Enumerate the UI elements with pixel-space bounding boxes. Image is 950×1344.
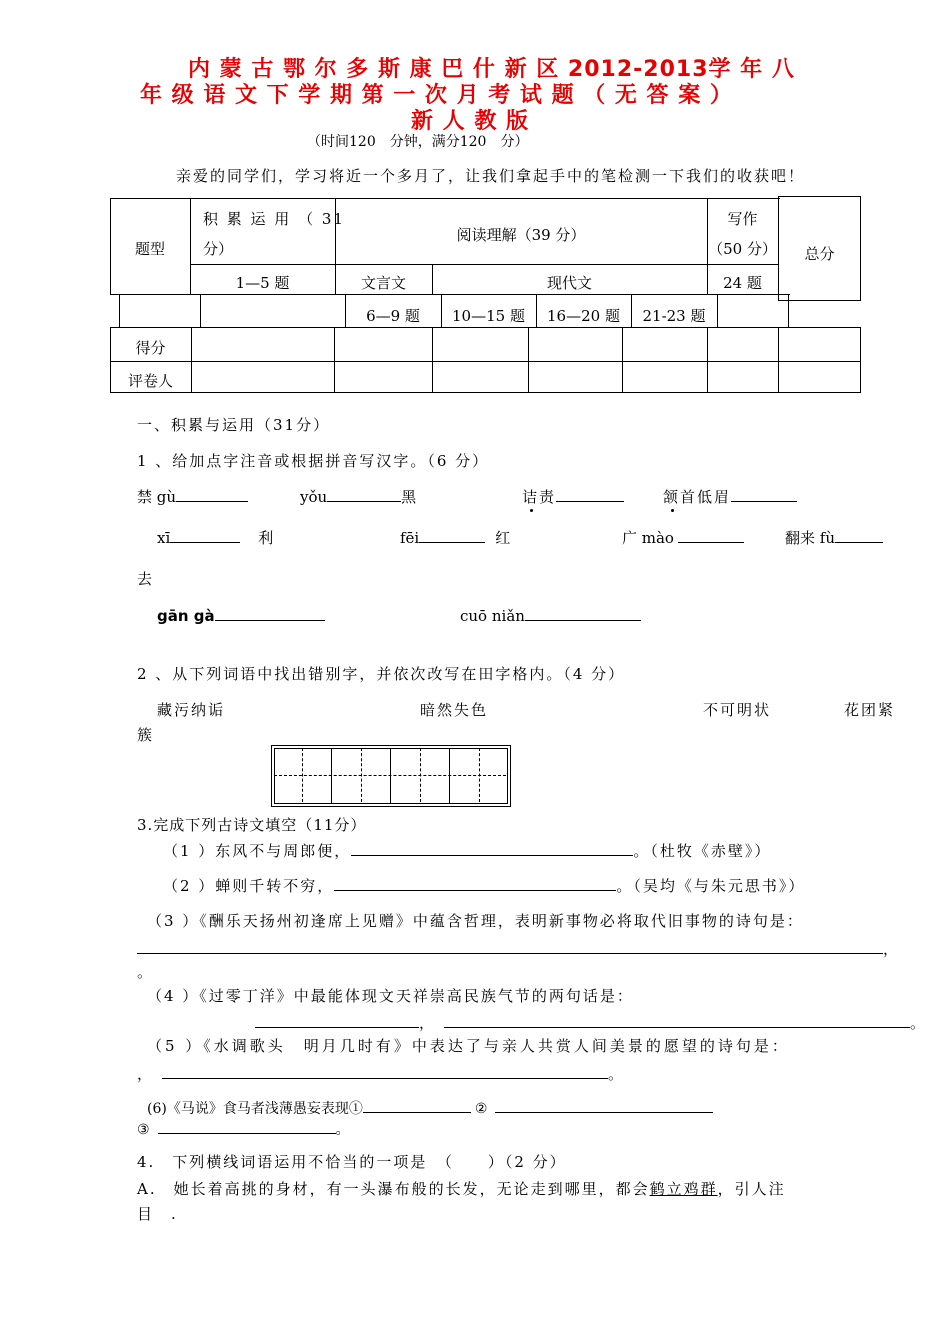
answer-blank[interactable] (137, 937, 883, 954)
title-line-2: 年 级 语 文 下 学 期 第 一 次 月 考 试 题 （ 无 答 案 ） (140, 83, 733, 108)
q1-item-5: xī 利 (157, 526, 273, 548)
q1-item-9: gān gà (157, 604, 325, 625)
q4-option-a-cont: 目 . (137, 1205, 178, 1223)
q1-item-7: 广 mào (622, 526, 744, 548)
greeting: 亲爱的同学们，学习将近一个多月了，让我们拿起手中的笔检测一下我们的收获吧！ (176, 167, 806, 185)
q3-text: 3.完成下列古诗文填空（11分） (137, 816, 367, 834)
answer-blank[interactable] (525, 604, 641, 621)
table-reading: 阅读理解（39 分） (456, 226, 586, 244)
answer-blank[interactable] (158, 1117, 336, 1134)
q3-item-2: （2 ）蝉则千转不穷， 。（吴均《与朱元思书》） (163, 874, 805, 896)
answer-blank[interactable] (170, 526, 240, 543)
q1-item-4: 颔首低眉 (663, 485, 797, 507)
q2-word-2: 暗然失色 (420, 701, 489, 719)
table-accum-2: 分） (203, 240, 234, 258)
q1-item-8-cont: 去 (137, 570, 153, 588)
answer-blank[interactable] (162, 1062, 608, 1079)
q3-item-5-answer: ， 。 (137, 1062, 623, 1084)
table-accum: 积 累 运 用 （ 31 (203, 210, 345, 228)
answer-blank[interactable] (678, 526, 744, 543)
answer-blank[interactable] (334, 874, 616, 891)
answer-blank[interactable] (327, 485, 401, 502)
answer-blank[interactable] (556, 485, 624, 502)
score-table (0, 0, 950, 400)
q1-item-6: fēi 红 (400, 526, 510, 548)
q1-item-1: 禁 gù (137, 485, 248, 507)
table-writing-2: （50 分） (708, 240, 777, 258)
answer-blank[interactable] (731, 485, 797, 502)
title-line-1: 内 蒙 古 鄂 尔 多 斯 康 巴 什 新 区 2012-2013学 年 八 (188, 57, 795, 82)
q3-item-3-end: 。 (137, 963, 153, 981)
q3-item-6-cont: ③ 。 (137, 1117, 350, 1139)
q2-text: 2 、从下列词语中找出错别字，并依次改写在田字格内。（4 分） (137, 665, 626, 683)
q3-item-5: （5 ）《水调歌头 明月几时有》中表达了与亲人共赏人间美景的愿望的诗句是： (147, 1037, 790, 1055)
q3-item-3: （3 ）《酬乐天扬州初逢席上见赠》中蕴含哲理，表明新事物必将取代旧事物的诗句是： (147, 912, 804, 930)
answer-blank[interactable] (351, 839, 633, 856)
section-1-heading: 一、积累与运用（31分） (137, 416, 331, 434)
table-q10-15: 10—15 题 (452, 307, 525, 325)
q4-option-a: A. 她长着高挑的身材，有一头瀑布般的长发，无论走到哪里，都会鹤立鸡群，引人注 (137, 1180, 786, 1198)
table-q16-20: 16—20 题 (547, 307, 620, 325)
q2-word-3: 不可明状 (703, 701, 772, 719)
q1-item-2: yǒu 黑 (300, 485, 416, 507)
q4-text: 4. 下列横线词语运用不恰当的一项是 （ ）（2 分） (137, 1153, 567, 1171)
answer-blank[interactable] (176, 485, 248, 502)
table-q21-23: 21-23 题 (642, 307, 706, 325)
q3-item-3-answer: ， (137, 937, 898, 959)
q1-item-8: 翻来 fù (785, 526, 883, 548)
answer-blank[interactable] (255, 1011, 419, 1028)
answer-blank[interactable] (419, 526, 485, 543)
table-col-type: 题型 (134, 240, 165, 258)
table-grader: 评卷人 (127, 372, 173, 390)
q1-text: 1 、给加点字注音或根据拼音写汉字。（6 分） (137, 452, 490, 470)
answer-blank[interactable] (835, 526, 883, 543)
q3-item-1: （1 ）东风不与周郎便， 。（杜牧《赤壁》） (163, 839, 771, 861)
answer-blank[interactable] (495, 1096, 713, 1113)
table-score: 得分 (135, 339, 166, 357)
table-q6-9: 6—9 题 (366, 307, 420, 325)
table-q24: 24 题 (723, 274, 762, 292)
q2-word-4: 花团紧 (844, 701, 896, 719)
q1-item-3: 诘责 (522, 485, 624, 507)
table-classical: 文言文 (360, 274, 406, 292)
table-writing: 写作 (727, 210, 758, 228)
q2-word-4-cont: 簇 (137, 726, 153, 744)
q1-item-10: cuō niǎn (460, 604, 641, 625)
table-modern: 现代文 (546, 274, 592, 292)
tianzi-grid[interactable] (271, 745, 511, 807)
table-total: 总分 (804, 245, 835, 263)
q2-word-1: 藏污纳诟 (157, 701, 226, 719)
answer-blank[interactable] (363, 1096, 471, 1113)
q3-item-4-answer: ， 。 (255, 1011, 925, 1033)
time-note: （时间120 分钟，满分120 分） (307, 134, 529, 150)
table-q1-5: 1—5 题 (235, 274, 290, 292)
title-line-3: 新 人 教 版 (411, 109, 529, 134)
q3-item-6: (6)《马说》食马者浅薄愚妄表现① ② (147, 1096, 713, 1118)
q3-item-4: （4 ）《过零丁洋》中最能体现文天祥崇高民族气节的两句话是： (147, 987, 634, 1005)
answer-blank[interactable] (215, 604, 325, 621)
answer-blank[interactable] (444, 1011, 910, 1028)
